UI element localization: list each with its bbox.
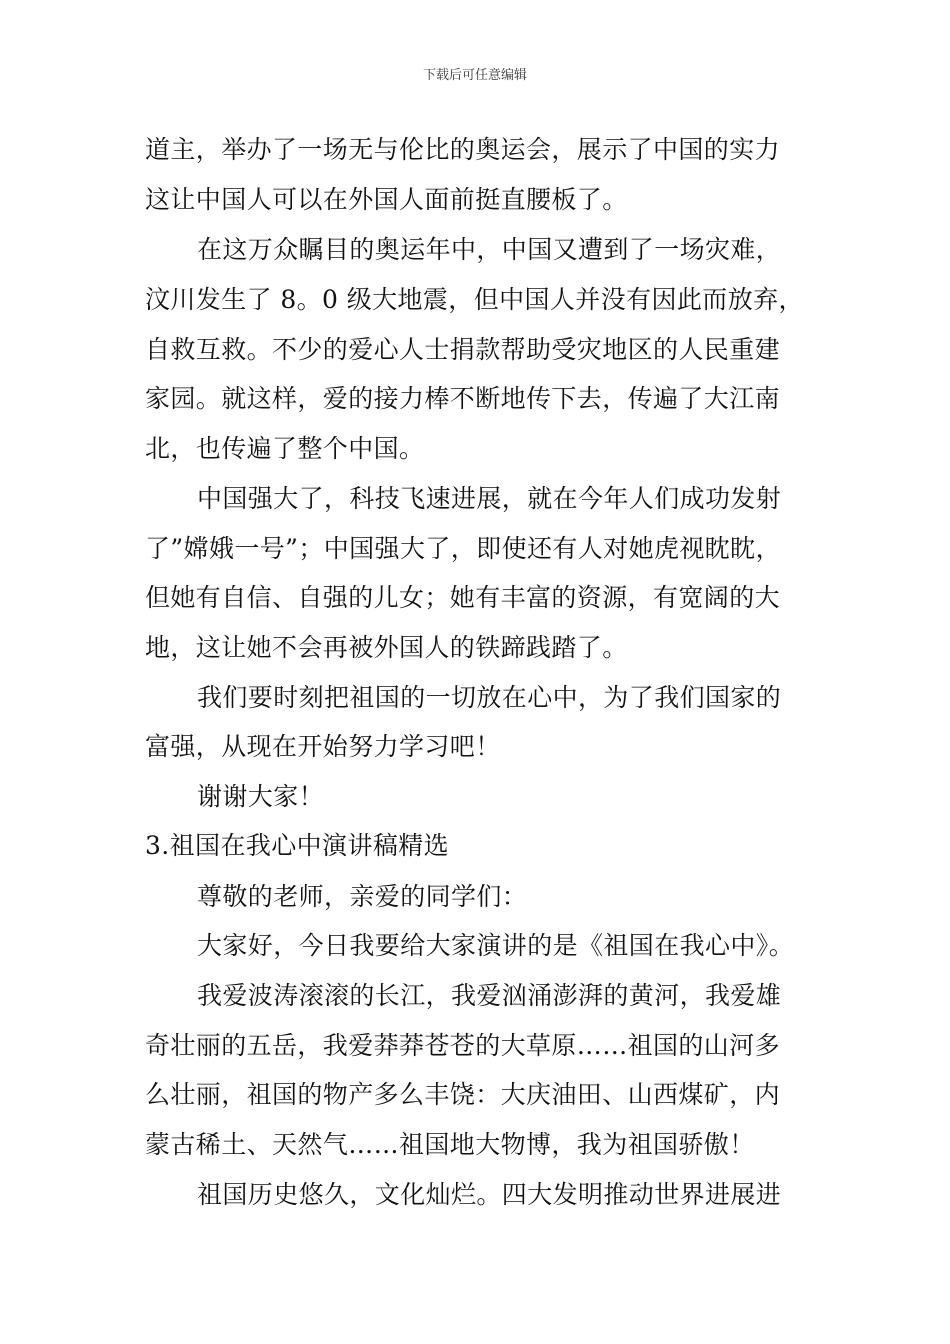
paragraph-start: 我爱波涛滚滚的长江，我爱汹涌澎湃的黄河，我爱雄 [197, 981, 782, 1010]
section-heading: 3.祖国在我心中演讲稿精选 [145, 831, 450, 860]
text-line: 道主，举办了一场无与伦比的奥运会，展示了中国的实力 [145, 135, 781, 164]
paragraph-start: 我们要时刻把祖国的一切放在心中，为了我们国家的 [197, 683, 782, 712]
paragraph-start: 祖国历史悠久，文化灿烂。四大发明推动世界进展进 [197, 1180, 782, 1209]
text-line: 家园。就这样，爱的接力棒不断地传下去，传遍了大江南 [145, 384, 781, 413]
text-line: 蒙古稀土、天然气……祖国地大物博，我为祖国骄傲！ [145, 1130, 755, 1159]
paragraph-start: 中国强大了，科技飞速进展，就在今年人们成功发射 [197, 484, 782, 513]
text-line: 但她有自信、自强的儿女；她有丰富的资源，有宽阔的大 [145, 583, 781, 612]
paragraph-start: 大家好，今日我要给大家演讲的是《祖国在我心中》。 [197, 931, 795, 960]
salutation: 尊敬的老师，亲爱的同学们： [197, 882, 528, 911]
text-line: 地，这让她不会再被外国人的铁蹄践踏了。 [145, 633, 628, 662]
text-line: 北，也传遍了整个中国。 [145, 434, 425, 463]
text-line: 这让中国人可以在外国人面前挺直腰板了。 [145, 185, 628, 214]
closing-line: 谢谢大家！ [197, 782, 325, 811]
text-line: 奇壮丽的五岳，我爱莽莽苍苍的大草原……祖国的山河多 [145, 1031, 781, 1060]
text-line: 富强，从现在开始努力学习吧！ [145, 732, 501, 761]
page-header: 下载后可任意编辑 [422, 68, 527, 83]
text-line: 自救互救。不少的爱心人士捐款帮助受灾地区的人民重建 [145, 335, 781, 364]
text-line: 么壮丽，祖国的物产多么丰饶：大庆油田、山西煤矿，内 [145, 1080, 781, 1109]
text-line: 汶川发生了 8。0 级大地震，但中国人并没有因此而放弃， [145, 285, 804, 314]
paragraph-start: 在这万众瞩目的奥运年中，中国又遭到了一场灾难， [197, 235, 782, 264]
text-line: 了”嫦娥一号”；中国强大了，即使还有人对她虎视眈眈， [145, 534, 781, 563]
